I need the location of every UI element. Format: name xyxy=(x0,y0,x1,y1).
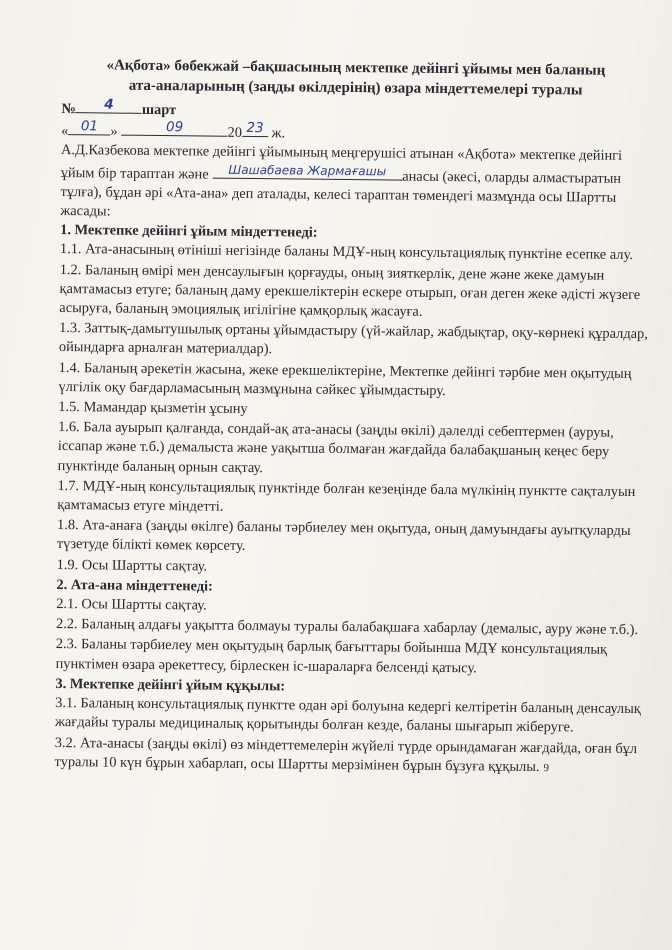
clause-1-7: 1.7. МДҰ-ның консультациялық пунктінде болған кезеңінде бала мүлкінің пунктте сақталуын қамтамасыз етуге міндетті. xyxy=(57,477,636,515)
title-line-2: ата-аналарының (заңды өкілдерінің) өзара міндеттемелері туралы xyxy=(128,77,583,99)
contract-text xyxy=(54,55,653,780)
clause-1-1: 1.1. Ата-анасының өтініші негізінде баланы МДҰ-ның консультациялық пунктіне есепке алу. xyxy=(59,241,633,264)
parent-name-blank xyxy=(212,162,402,180)
intro-paragraph xyxy=(60,141,653,227)
section-heading: 3. Мектепке дейінгі ұйым құқылы: xyxy=(55,675,286,695)
number-suffix: шарт xyxy=(141,101,177,119)
section-heading: 1. Мектепке дейінгі ұйым міндеттенеді: xyxy=(60,222,318,241)
clause-2-3: 2.3. Баланы тәрбиелеу мен оқытудың барлық бағыттары бойынша МДҰ консультациялық пунктімен өзара әрекеттесу, бірлескен іс-шараларға белсенді қатысу. xyxy=(55,636,608,677)
title-line-1: «Ақбота» бөбекжай –бақшасының мектепке дейінгі ұйымы мен баланың xyxy=(106,57,606,79)
clause-2-1: 2.1. Осы Шартты сақтау. xyxy=(56,596,207,614)
clause-1-9: 1.9. Осы Шартты сақтау. xyxy=(56,556,208,575)
handwritten-year: 23 xyxy=(246,120,264,137)
handwritten-parent-name: Шашабаева Жармағашы xyxy=(228,162,387,179)
date-open-quote: « xyxy=(61,123,69,140)
month-blank xyxy=(122,120,228,137)
intro-text-part-2: анасы (әкесі, оларды алмастыратын тұлға), бұдан әрі «Ата-ана» деп аталады, келесі тараптан төмендегі мазмұнда осы Шартты жасады: xyxy=(60,168,622,220)
year-blank xyxy=(242,121,268,137)
year-suffix: ж. xyxy=(271,125,286,142)
page-number: 9 xyxy=(543,761,550,774)
section-1 xyxy=(57,221,653,581)
section-heading: 2. Ата-ана міндеттенеді: xyxy=(56,576,213,595)
handwritten-day: 01 xyxy=(80,118,99,135)
handwritten-month: 09 xyxy=(165,119,184,136)
clause-1-5: 1.5. Мамандар қызметін ұсыну xyxy=(58,399,248,418)
clause-2-2: 2.2. Баланың алдағы уақытта болмауы туралы балабақшаға хабарлау (демалыс, ауру және т.б.). xyxy=(55,616,639,639)
day-blank xyxy=(68,119,110,135)
year-prefix: 20 xyxy=(227,124,243,142)
section-3 xyxy=(54,675,647,779)
clause-3-1: 3.1. Баланың консультациялық пунктте одан әрі болуына кедергі келтіретін баланың денсаулық жағдайы туралы медициналық қорытынды болған кезде, баланы шығарып жіберуге. xyxy=(54,695,641,736)
clause-1-3: 1.3. Заттық-дамытушылық ортаны ұйымдастыру (үй-жайлар, жабдықтар, оқу-көрнекі құралдар, ойындарға арналған материалдар). xyxy=(58,320,648,358)
document-title xyxy=(62,55,654,101)
date-close-quote: » xyxy=(110,123,118,140)
clause-1-8: 1.8. Ата-анаға (заңды өкілге) баланы тәрбиелеу мен оқытуда, оның дамуындағы ауытқуларды түзетуде білікті көмек көрсету. xyxy=(56,517,631,555)
intro-text-part-1: А.Д.Казбекова мектепке дейінгі ұйымының меңгерушісі атынан «Ақбота» мектепке дейінгі ұйым бір тараптан және xyxy=(60,142,623,183)
number-prefix: № xyxy=(61,100,76,118)
clause-3-2 xyxy=(54,733,646,779)
clause-1-4: 1.4. Баланың әрекетін жасына, жеке ерекшеліктеріне, Мектепке дейінгі тәрбие мен оқытудың үлгілік оқу бағдарламасының мазмұнына сәйкес ұйымдастыру. xyxy=(58,359,632,399)
handwritten-number: 4 xyxy=(104,96,114,113)
clause-3-2-text: 3.2. Ата-анасы (заңды өкілі) өз міндеттемелерін жүйелі түрде орындамаған жағдайда, оған бұл туралы 10 күн бұрын хабарлап, осы Шартты мерзімінен бұрын бұзуға құқылы. xyxy=(54,734,638,775)
section-2 xyxy=(56,576,649,680)
number-blank xyxy=(76,97,142,114)
clause-1-6: 1.6. Бала ауырып қалғанда, сондай-ақ ата-анасы (заңды өкілі) дәлелді себептермен (ауруы, іссапар және т.б.) демалыста және уақытша болмаған жағдайда балабақшаның кеңес беру пунктінде баланың орнын сақтау. xyxy=(57,419,614,476)
clause-1-2: 1.2. Баланың өмірі мен денсаулығын қорғауды, оның зияткерлік, дене және жеке дамуын қамтамасыз етуге; баланың даму ерекшеліктерін ескере отырып, оған деген жеке әдісті жүзеге асыруға, баланың эмоциялық игілігіне қамқорлық жасауға. xyxy=(59,261,641,320)
